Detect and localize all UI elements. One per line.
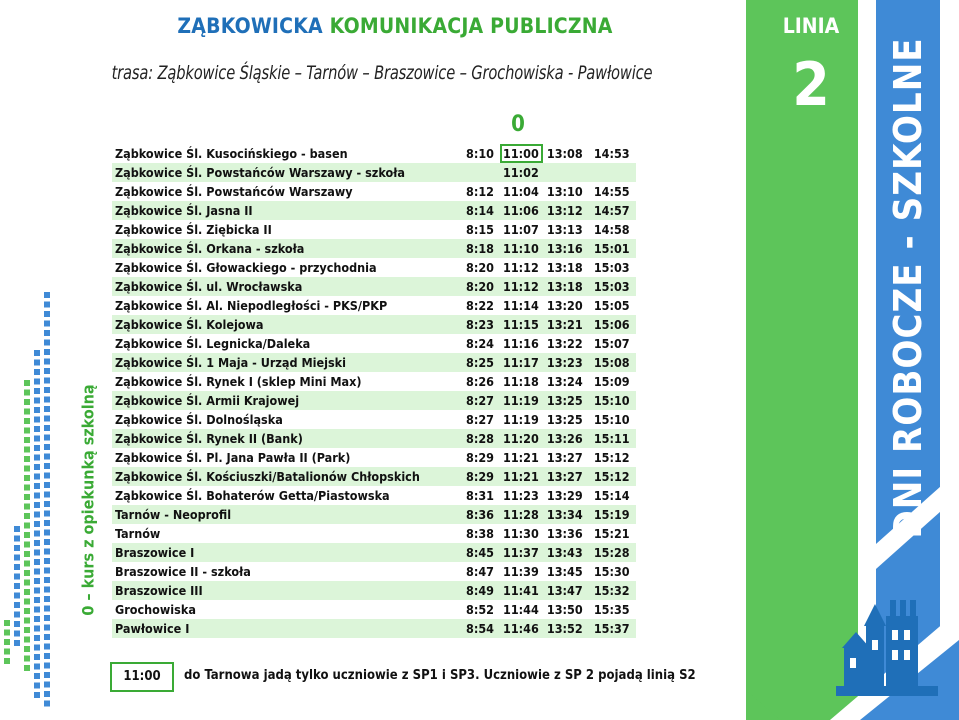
decor-dot <box>4 639 10 645</box>
departure-time-1: 8:24 <box>466 335 494 351</box>
departure-time-1: 8:25 <box>460 353 500 372</box>
departure-time-2: 11:14 <box>503 297 539 313</box>
stop-name: Ząbkowice Śl. Kusocińskiego - basen <box>115 145 348 161</box>
departure-time-3: 13:47 <box>543 581 588 600</box>
route-description: trasa: Ząbkowice Śląskie – Tarnów – Braszowice – Grochowiska - Pawłowice <box>111 62 653 84</box>
decor-dot <box>44 368 50 374</box>
table-row <box>112 239 636 258</box>
table-row <box>112 353 636 372</box>
decor-dot <box>14 621 20 627</box>
departure-time-4: 14:55 <box>593 183 630 199</box>
decor-dot <box>34 360 40 366</box>
decor-dot <box>44 387 50 393</box>
stop-name: Ząbkowice Śl. 1 Maja - Urząd Miejski <box>112 353 460 372</box>
decor-dot <box>44 463 50 469</box>
decor-dot <box>34 512 40 518</box>
decor-dot <box>44 425 50 431</box>
departure-time-3: 13:13 <box>546 221 583 237</box>
decor-dot <box>34 407 40 413</box>
departure-time-4: 15:08 <box>588 353 636 372</box>
departure-time-4: 15:28 <box>588 543 636 562</box>
decor-dot <box>24 618 30 624</box>
decor-dot <box>44 606 50 612</box>
decor-dot <box>14 545 20 551</box>
decor-dot <box>34 369 40 375</box>
decor-dot <box>44 321 50 327</box>
departure-time-2: 11:15 <box>500 315 543 334</box>
decor-dot <box>24 608 30 614</box>
decor-dot <box>44 302 50 308</box>
departure-time-4: 15:14 <box>593 487 630 503</box>
decor-dot <box>34 493 40 499</box>
side-note: 0 – kurs z opiekunką szkolną <box>78 384 98 616</box>
departure-time-3: 13:52 <box>543 619 588 638</box>
decor-dot <box>34 635 40 641</box>
departure-time-2: 11:39 <box>503 563 539 579</box>
stop-name: Braszowice I <box>112 543 460 562</box>
decor-dot <box>24 380 30 386</box>
decor-dot <box>34 607 40 613</box>
decor-dot <box>44 454 50 460</box>
decor-dot <box>44 539 50 545</box>
decor-dot <box>44 292 50 298</box>
decor-dot <box>44 444 50 450</box>
stop-name: Ząbkowice Śl. Głowackiego - przychodnia <box>115 259 377 275</box>
departure-time-3: 13:43 <box>543 543 588 562</box>
departure-time-1: 8:22 <box>466 297 494 313</box>
decor-dot <box>14 612 20 618</box>
decor-dot <box>34 540 40 546</box>
table-row <box>112 372 636 391</box>
departure-time-2: 11:46 <box>500 619 543 638</box>
stop-name: Ząbkowice Śl. Dolnośląska <box>115 411 283 427</box>
departure-time-2: 11:18 <box>503 373 539 389</box>
table-row <box>112 201 636 220</box>
decor-dot <box>34 569 40 575</box>
stop-name: Ząbkowice Śl. Rynek I (sklep Mini Max) <box>115 373 362 389</box>
decor-dot <box>44 492 50 498</box>
departure-time-3: 13:12 <box>543 201 588 220</box>
departure-time-3: 13:22 <box>546 335 583 351</box>
table-row <box>112 505 636 524</box>
departure-time-1: 8:45 <box>460 543 500 562</box>
stop-name: Ząbkowice Śl. Powstańców Warszawy - szkoła <box>112 163 460 182</box>
departure-time-1: 8:18 <box>460 239 500 258</box>
service-days-label: DNI ROBOCZE - SZKOLNE <box>886 37 930 539</box>
page-title <box>0 14 790 38</box>
departure-time-4: 15:21 <box>593 525 630 541</box>
decor-dot <box>14 574 20 580</box>
table-row <box>112 391 636 410</box>
departure-time-2: 11:21 <box>503 449 539 465</box>
decor-dot <box>44 644 50 650</box>
departure-time-1: 8:54 <box>460 619 500 638</box>
departure-time-4: 15:37 <box>588 619 636 638</box>
decor-dot <box>14 640 20 646</box>
decor-dot <box>24 532 30 538</box>
table-row <box>112 410 636 429</box>
decor-dot <box>24 456 30 462</box>
decor-dot <box>34 388 40 394</box>
stop-name: Ząbkowice Śl. Powstańców Warszawy <box>115 183 353 199</box>
decor-dot <box>34 597 40 603</box>
table-row <box>112 220 636 239</box>
departure-time-4: 15:12 <box>588 467 636 486</box>
decor-dot <box>14 526 20 532</box>
title-part-1: ZĄBKOWICKA <box>177 14 323 38</box>
departure-time-2: 11:28 <box>500 505 543 524</box>
table-row <box>112 486 636 505</box>
decor-dot <box>24 646 30 652</box>
departure-time-3: 13:36 <box>546 525 583 541</box>
decor-dot <box>44 530 50 536</box>
decor-dot <box>24 409 30 415</box>
decor-dot <box>34 654 40 660</box>
decor-dot <box>24 437 30 443</box>
stop-name: Ząbkowice Śl. Al. Niepodległości - PKS/PKP <box>115 297 388 313</box>
departure-time-1: 8:29 <box>460 467 500 486</box>
table-row <box>112 619 636 638</box>
departure-time-1: 8:38 <box>466 525 494 541</box>
decor-dot <box>24 513 30 519</box>
departure-time-3: 13:24 <box>546 373 583 389</box>
decor-dot <box>24 542 30 548</box>
departure-time-3: 13:20 <box>546 297 583 313</box>
decor-dot <box>44 691 50 697</box>
departure-time-4: 15:05 <box>593 297 630 313</box>
stop-name: Ząbkowice Śl. Pl. Jana Pawła II (Park) <box>115 449 351 465</box>
table-row <box>112 296 636 315</box>
decor-dot <box>34 626 40 632</box>
decor-dot <box>14 631 20 637</box>
stop-name: Ząbkowice Śl. Legnicka/Daleka <box>115 335 311 351</box>
decor-dot <box>34 350 40 356</box>
note-time-box: 11:00 <box>110 662 174 692</box>
departure-time-3: 13:27 <box>546 449 583 465</box>
decor-dot <box>14 593 20 599</box>
column-marker: 0 <box>511 112 525 137</box>
decor-dot <box>34 645 40 651</box>
decor-dot <box>34 588 40 594</box>
stop-name: Braszowice II - szkoła <box>115 563 251 579</box>
departure-time-1: 8:47 <box>466 563 494 579</box>
departure-time-3: 13:18 <box>543 277 588 296</box>
table-row <box>112 448 636 467</box>
decor-dot <box>4 658 10 664</box>
dotted-stripes-decoration <box>0 290 60 720</box>
departure-time-3: 13:25 <box>543 391 588 410</box>
departure-time-4: 15:30 <box>593 563 630 579</box>
decor-dot <box>24 418 30 424</box>
departure-time-1: 8:20 <box>466 259 494 275</box>
decor-dot <box>34 474 40 480</box>
departure-time-4: 15:10 <box>588 391 636 410</box>
decor-dot <box>24 494 30 500</box>
departure-time-4 <box>588 163 636 182</box>
departure-time-1: 8:10 <box>466 145 494 161</box>
departure-time-4: 15:06 <box>588 315 636 334</box>
decor-dot <box>44 520 50 526</box>
decor-dot <box>44 416 50 422</box>
departure-time-4: 14:58 <box>593 221 630 237</box>
decor-dot <box>44 558 50 564</box>
departure-time-4: 15:35 <box>593 601 630 617</box>
departure-time-1: 8:23 <box>460 315 500 334</box>
departure-time-1: 8:26 <box>466 373 494 389</box>
table-row <box>112 600 636 619</box>
departure-time-2: 11:02 <box>500 163 543 182</box>
departure-time-3: 13:23 <box>543 353 588 372</box>
decor-dot <box>34 559 40 565</box>
departure-time-3: 13:34 <box>543 505 588 524</box>
decor-dot <box>24 475 30 481</box>
decor-dot <box>34 531 40 537</box>
departure-time-1 <box>460 163 500 182</box>
decor-dot <box>44 615 50 621</box>
decor-dot <box>44 378 50 384</box>
decor-dot <box>34 464 40 470</box>
decor-dot <box>14 555 20 561</box>
stop-name: Ząbkowice Śl. Armii Krajowej <box>112 391 460 410</box>
departure-time-3: 13:26 <box>543 429 588 448</box>
decor-dot <box>24 637 30 643</box>
departure-time-2: 11:17 <box>500 353 543 372</box>
decor-dot <box>24 561 30 567</box>
stop-name: Ząbkowice Śl. Rynek II (Bank) <box>112 429 460 448</box>
decor-dot <box>24 428 30 434</box>
stop-name: Grochowiska <box>115 601 196 617</box>
departure-time-1: 8:49 <box>460 581 500 600</box>
decor-dot <box>44 549 50 555</box>
departure-time-4: 15:03 <box>593 259 630 275</box>
decor-dot <box>44 568 50 574</box>
decor-dot <box>44 577 50 583</box>
stop-name: Braszowice III <box>112 581 460 600</box>
line-label: LINIA <box>782 14 840 38</box>
departure-time-1: 8:14 <box>460 201 500 220</box>
decor-dot <box>44 482 50 488</box>
departure-time-2: 11:16 <box>503 335 539 351</box>
table-row <box>112 258 636 277</box>
departure-time-2: 11:37 <box>500 543 543 562</box>
decor-dot <box>14 602 20 608</box>
departure-time-4: 15:07 <box>593 335 630 351</box>
departure-time-4: 15:01 <box>588 239 636 258</box>
decor-dot <box>24 485 30 491</box>
departure-time-2: 11:07 <box>503 221 539 237</box>
decor-dot <box>34 664 40 670</box>
decor-dot <box>34 417 40 423</box>
departure-time-3: 13:45 <box>546 563 583 579</box>
decor-dot <box>34 502 40 508</box>
table-row <box>112 524 636 543</box>
decor-dot <box>24 656 30 662</box>
decor-dot <box>34 436 40 442</box>
decor-dot <box>44 511 50 517</box>
departure-time-3: 13:21 <box>543 315 588 334</box>
stop-name: Ząbkowice Śl. Ziębicka II <box>115 221 272 237</box>
table-row <box>112 163 636 182</box>
departure-time-3: 13:18 <box>546 259 583 275</box>
departure-time-3: 13:29 <box>546 487 583 503</box>
decor-dot <box>44 682 50 688</box>
departure-time-2: 11:44 <box>503 601 539 617</box>
decor-dot <box>44 397 50 403</box>
decor-dot <box>24 551 30 557</box>
departure-time-1: 8:12 <box>466 183 494 199</box>
stop-name: Ząbkowice Śl. ul. Wrocławska <box>112 277 460 296</box>
decor-dot <box>44 501 50 507</box>
departure-time-3 <box>543 163 588 182</box>
departure-time-2: 11:06 <box>500 201 543 220</box>
departure-time-4: 15:19 <box>588 505 636 524</box>
stop-name: Ząbkowice Śl. Bohaterów Getta/Piastowska <box>115 487 390 503</box>
departure-time-1: 8:15 <box>466 221 494 237</box>
departure-time-1: 8:28 <box>460 429 500 448</box>
departure-time-2: 11:20 <box>500 429 543 448</box>
decor-dot <box>34 483 40 489</box>
departure-time-1: 8:31 <box>466 487 494 503</box>
decor-dot <box>34 521 40 527</box>
departure-time-4: 15:09 <box>593 373 630 389</box>
decor-dot <box>34 550 40 556</box>
table-row <box>112 543 636 562</box>
decor-dot <box>44 625 50 631</box>
departure-time-2: 11:23 <box>503 487 539 503</box>
decor-dot <box>24 580 30 586</box>
departure-time-2: 11:19 <box>500 391 543 410</box>
decor-dot <box>34 379 40 385</box>
departure-time-3: 13:50 <box>546 601 583 617</box>
departure-time-2: 11:12 <box>500 277 543 296</box>
decor-dot <box>44 359 50 365</box>
departure-time-1: 8:27 <box>466 411 494 427</box>
table-row <box>112 429 636 448</box>
decor-dot <box>44 634 50 640</box>
decor-dot <box>44 311 50 317</box>
decor-dot <box>44 349 50 355</box>
departure-time-4: 15:32 <box>588 581 636 600</box>
stop-name: Ząbkowice Śl. Jasna II <box>112 201 460 220</box>
decor-dot <box>44 330 50 336</box>
decor-dot <box>24 570 30 576</box>
table-row <box>112 277 636 296</box>
timetable <box>112 144 636 638</box>
title-part-2: KOMUNIKACJA PUBLICZNA <box>329 14 613 38</box>
decor-dot <box>24 466 30 472</box>
decor-dot <box>24 390 30 396</box>
table-row <box>112 144 636 163</box>
departure-time-2: 11:04 <box>503 183 539 199</box>
stop-name: Pawłowice I <box>112 619 460 638</box>
decor-dot <box>34 426 40 432</box>
departure-time-2: 11:21 <box>500 467 543 486</box>
decor-dot <box>34 445 40 451</box>
stop-name: Tarnów - Neoprofil <box>112 505 460 524</box>
departure-time-4: 15:10 <box>593 411 630 427</box>
departure-time-1: 8:20 <box>460 277 500 296</box>
decor-dot <box>4 620 10 626</box>
table-row <box>112 315 636 334</box>
stop-name: Ząbkowice Śl. Kościuszki/Batalionów Chłopskich <box>112 467 460 486</box>
decor-dot <box>24 589 30 595</box>
departure-time-1: 8:27 <box>460 391 500 410</box>
decor-dot <box>24 599 30 605</box>
departure-time-4: 15:11 <box>588 429 636 448</box>
departure-time-2: 11:10 <box>500 239 543 258</box>
table-row <box>112 334 636 353</box>
departure-time-1: 8:29 <box>466 449 494 465</box>
departure-time-3: 13:08 <box>546 145 583 161</box>
departure-time-1: 8:36 <box>460 505 500 524</box>
decor-dot <box>34 673 40 679</box>
decor-dot <box>14 583 20 589</box>
decor-dot <box>44 701 50 707</box>
decor-dot <box>4 649 10 655</box>
decor-dot <box>44 587 50 593</box>
departure-time-3: 13:10 <box>546 183 583 199</box>
stop-name: Ząbkowice Śl. Orkana - szkoła <box>112 239 460 258</box>
decor-dot <box>44 406 50 412</box>
departure-time-3: 13:25 <box>546 411 583 427</box>
departure-time-4: 15:12 <box>593 449 630 465</box>
decor-dot <box>14 536 20 542</box>
decor-dot <box>44 672 50 678</box>
decor-dot <box>34 455 40 461</box>
decor-dot <box>24 447 30 453</box>
decor-dot <box>44 435 50 441</box>
decor-dot <box>24 523 30 529</box>
departure-time-2: 11:00 <box>500 144 543 163</box>
decor-dot <box>44 663 50 669</box>
decor-dot <box>24 399 30 405</box>
decor-dot <box>14 564 20 570</box>
departure-time-3: 13:16 <box>543 239 588 258</box>
departure-time-2: 11:41 <box>500 581 543 600</box>
decor-dot <box>44 596 50 602</box>
departure-time-2: 11:19 <box>503 411 539 427</box>
stop-name: Ząbkowice Śl. Kolejowa <box>112 315 460 334</box>
departure-time-4: 14:57 <box>588 201 636 220</box>
departure-time-1: 8:52 <box>466 601 494 617</box>
departure-time-3: 13:27 <box>543 467 588 486</box>
table-row <box>112 562 636 581</box>
departure-time-4: 15:03 <box>588 277 636 296</box>
table-row <box>112 182 636 201</box>
departure-time-4: 14:53 <box>593 145 630 161</box>
table-row <box>112 581 636 600</box>
decor-dot <box>34 683 40 689</box>
decor-dot <box>24 504 30 510</box>
departure-time-2: 11:12 <box>503 259 539 275</box>
decor-dot <box>34 616 40 622</box>
decor-dot <box>44 653 50 659</box>
decor-dot <box>24 665 30 671</box>
decor-dot <box>44 340 50 346</box>
stop-name: Tarnów <box>115 525 161 541</box>
line-number: 2 <box>792 50 830 120</box>
decor-dot <box>34 578 40 584</box>
decor-dot <box>34 692 40 698</box>
table-row <box>112 467 636 486</box>
note-text: do Tarnowa jadą tylko uczniowie z SP1 i SP3. Uczniowie z SP 2 pojadą linią S2 <box>184 668 696 683</box>
decor-dot <box>4 630 10 636</box>
decor-dot <box>24 627 30 633</box>
decor-dot <box>44 473 50 479</box>
departure-time-2: 11:30 <box>503 525 539 541</box>
decor-dot <box>34 398 40 404</box>
